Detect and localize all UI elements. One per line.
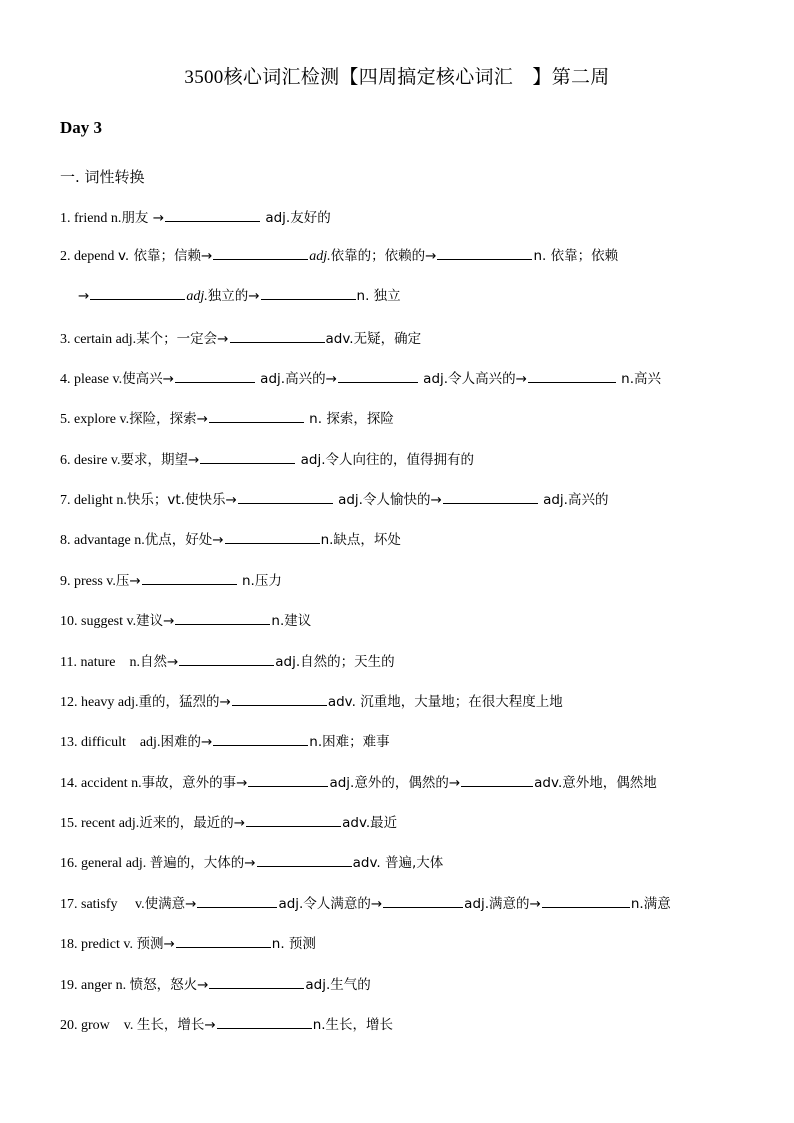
answer-blank[interactable] [179, 651, 274, 666]
answer-blank[interactable] [257, 852, 352, 867]
exercise-item-14: 14. accident n.事故，意外的事→ adj.意外的，偶然的→ adv.意外地，偶然地 [60, 772, 657, 794]
answer-blank[interactable] [225, 529, 320, 544]
exercise-item-3: 3. certain adj.某个；一定会→ adv.无疑，确定 [60, 328, 421, 350]
exercise-item-15: 15. recent adj.近来的，最近的→ adv.最近 [60, 812, 397, 834]
exercise-item-8: 8. advantage n.优点，好处→ n.缺点，坏处 [60, 529, 401, 551]
exercise-item-12: 12. heavy adj.重的，猛烈的→ adv. 沉重地，大量地；在很大程度上地 [60, 691, 563, 713]
answer-blank[interactable] [209, 408, 304, 423]
answer-blank[interactable] [200, 449, 295, 464]
answer-blank[interactable] [542, 893, 630, 908]
answer-blank[interactable] [197, 893, 277, 908]
section-heading: 一. 词性转换 [60, 168, 145, 186]
answer-blank[interactable] [213, 731, 308, 746]
exercise-item-5: 5. explore v.探险，探索→ n. 探索，探险 [60, 408, 394, 430]
answer-blank[interactable] [90, 285, 185, 300]
answer-blank[interactable] [142, 570, 237, 585]
answer-blank[interactable] [437, 245, 532, 260]
exercise-item-7: 7. delight n.快乐；vt.使快乐→ adj.令人愉快的→ adj.高兴的 [60, 489, 608, 511]
exercise-item-19: 19. anger n. 愤怒，怒火→ adj.生气的 [60, 974, 371, 996]
answer-blank[interactable] [175, 610, 270, 625]
answer-blank[interactable] [443, 489, 538, 504]
exercise-item-11: 11. nature n.自然→ adj.自然的；天生的 [60, 651, 395, 673]
exercise-item-9: 9. press v.压→ n.压力 [60, 570, 282, 592]
exercise-item-16: 16. general adj. 普遍的，大体的→ adv. 普遍,大体 [60, 852, 443, 874]
answer-blank[interactable] [246, 812, 341, 827]
day-heading: Day 3 [60, 118, 103, 137]
answer-blank[interactable] [230, 328, 325, 343]
page-title: 3500核心词汇检测【四周搞定核心词汇 】第二周 [184, 67, 610, 88]
answer-blank[interactable] [232, 691, 327, 706]
answer-blank[interactable] [209, 974, 304, 989]
answer-blank[interactable] [461, 772, 533, 787]
exercise-item-10: 10. suggest v.建议→ n.建议 [60, 610, 311, 632]
answer-blank[interactable] [238, 489, 333, 504]
exercise-item-20: 20. grow v. 生长，增长→ n.生长，增长 [60, 1014, 393, 1036]
exercise-item-1: 1. friend n.朋友 → adj.友好的 [60, 207, 331, 229]
answer-blank[interactable] [248, 772, 328, 787]
answer-blank[interactable] [217, 1014, 312, 1029]
answer-blank[interactable] [261, 285, 356, 300]
answer-blank[interactable] [383, 893, 463, 908]
exercise-item-17: 17. satisfy v.使满意→ adj.令人满意的→ adj.满意的→ n.满意 [60, 893, 671, 915]
exercise-item-13: 13. difficult adj.困难的→ n.困难；难事 [60, 731, 390, 753]
answer-blank[interactable] [165, 207, 260, 222]
exercise-item-2-continued: → adj.独立的→ n. 独立 [78, 285, 401, 307]
answer-blank[interactable] [176, 933, 271, 948]
exercise-item-18: 18. predict v. 预测→ n. 预测 [60, 933, 316, 955]
exercise-item-6: 6. desire v.要求，期望→ adj.令人向往的，值得拥有的 [60, 449, 474, 471]
answer-blank[interactable] [338, 368, 418, 383]
answer-blank[interactable] [528, 368, 616, 383]
answer-blank[interactable] [175, 368, 255, 383]
exercise-item-4: 4. please v.使高兴→ adj.高兴的→ adj.令人高兴的→ n.高兴 [60, 368, 661, 390]
exercise-item-2: 2. depend v. 依靠；信赖→ adj.依靠的；依赖的→ n. 依靠；依赖 [60, 245, 618, 267]
answer-blank[interactable] [213, 245, 308, 260]
